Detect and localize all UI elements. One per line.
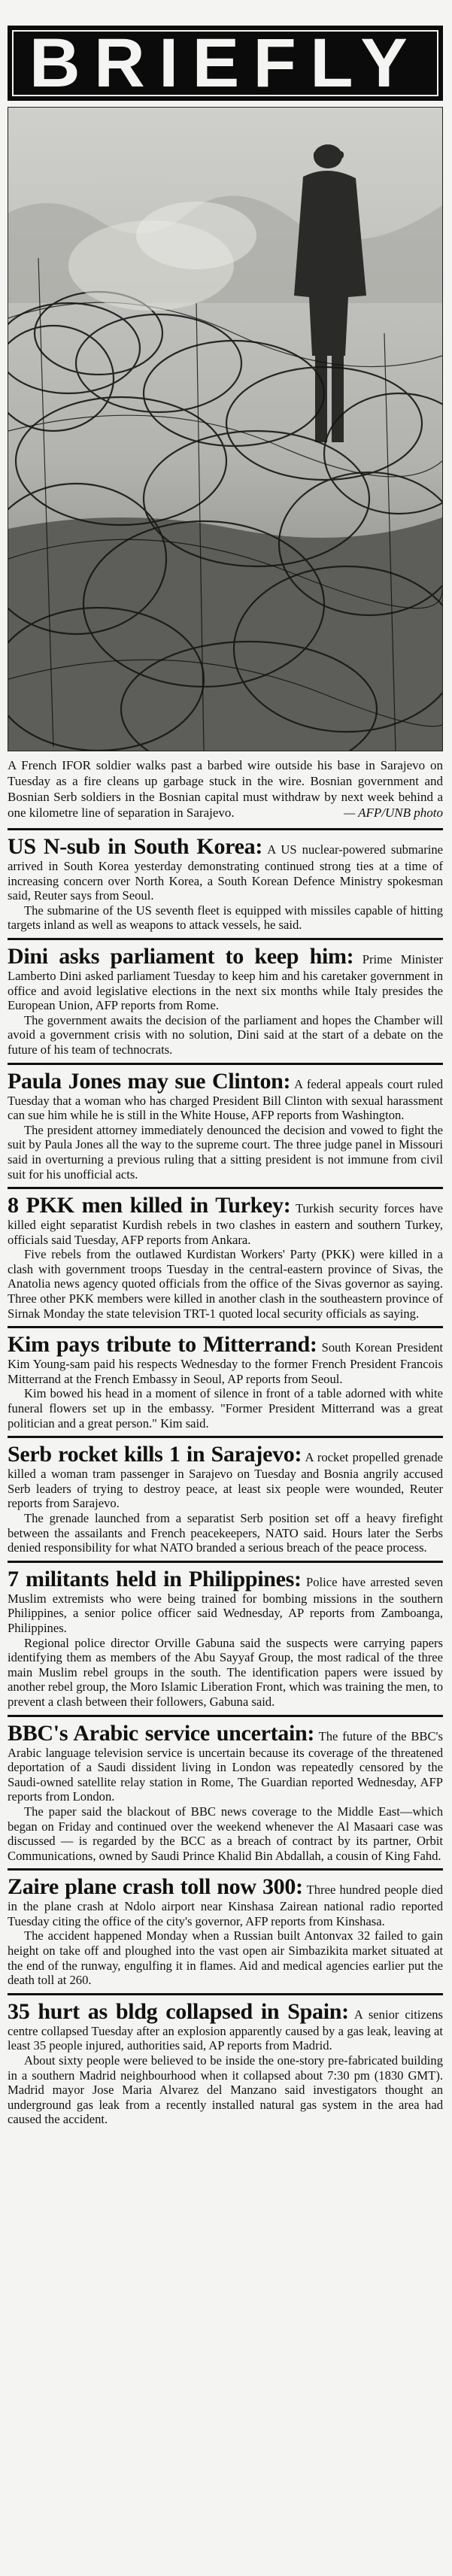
story-lead: Turkish security forces have killed eight separatist Kurdish rebels in two clashes in eastern and southern Turkey, officials said Tuesday, AFP reports from Ankara. bbox=[8, 1201, 443, 1247]
barbed-wire-soldier-image bbox=[8, 108, 442, 751]
story-bbc-arabic bbox=[8, 1717, 443, 1871]
story-lead: The future of the BBC's Arabic language television service is uncertain because its coverage of the threatened deportation of a Saudi dissident living in London was repeatedly censored by the Saudi-owned satellite relay station in Rome, The Guardian reported Wednesday, AFP reports from London. bbox=[8, 1728, 443, 1804]
story-kim-mitterrand bbox=[8, 1328, 443, 1438]
story-serb-rocket bbox=[8, 1438, 443, 1563]
story-paragraph: The grenade launched from a separatist Serb position set off a heavy firefight between the assailants and French peacekeepers, NATO said. Hours later the Serbs denied responsibility for what NATO branded a serious breach of the peace process. bbox=[8, 1511, 443, 1555]
story-headline: 7 militants held in Philippines: bbox=[8, 1566, 302, 1591]
story-dini bbox=[8, 940, 443, 1065]
story-headline: US N-sub in South Korea: bbox=[8, 834, 263, 859]
masthead-title: BRIEFLY bbox=[29, 25, 422, 102]
story-headline: 8 PKK men killed in Turkey: bbox=[8, 1193, 291, 1218]
story-paragraph: The paper said the blackout of BBC news coverage to the Middle East—which began on Friday and continued over the weekend whenever the Al Masaari case was discussed — is regarded by the BCC as a breach of contract by its partner, Orbit Communications, owned by Saudi Prince Khalid Bin Abdallah, a cousin of King Fahd. bbox=[8, 1804, 443, 1863]
story-spain-collapse bbox=[8, 1995, 443, 2132]
story-zaire-crash bbox=[8, 1871, 443, 1995]
photo-caption bbox=[8, 757, 443, 830]
story-lead: Prime Minister Lamberto Dini asked parliament Tuesday to keep him and his caretaker government in office and avoid legislative elections in the next six months while Italy presides the European Union, AFP reports from Rome. bbox=[8, 951, 443, 1013]
story-headline: 35 hurt as bldg collapsed in Spain: bbox=[8, 1998, 349, 2024]
story-paragraph: Five rebels from the outlawed Kurdistan Workers' Party (PKK) were killed in a clash with government troops Tuesday in the central-eastern province of Sivas, the Anatolia news agency quoted officials from the office of the Sivas governor as saying. Three other PKK members were killed in another clash in the southeastern province of Sirnak Monday the state television TRT-1 quoted local security officials as saying. bbox=[8, 1247, 443, 1321]
photo-credit: — AFP/UNB photo bbox=[344, 806, 443, 820]
story-paragraph: Regional police director Orville Gabuna said the suspects were carrying papers identifying them as members of the Abu Sayyaf Group, the most radical of the three main Muslim rebel groups in the south. The identification papers were issued by another rebel group, the Moro Islamic Liberation Front, which was training the men, to prevent a clash between their followers, Gabuna said. bbox=[8, 1635, 443, 1709]
story-paragraph: The president attorney immediately denounced the decision and vowed to fight the suit by Paula Jones all the way to the supreme court. The three judge panel in Missouri said in overturning a previous ruling that a sitting president is not immune from civil suit for his unofficial acts. bbox=[8, 1122, 443, 1182]
story-headline: Kim pays tribute to Mitterrand: bbox=[8, 1332, 317, 1358]
story-paragraph: Kim bowed his head in a moment of silence in front of a table adorned with white funeral flowers set up in the embassy. "Former President Mitterrand was a great politician and a great person." Kim said. bbox=[8, 1386, 443, 1431]
newspaper-page bbox=[0, 26, 452, 2576]
story-headline: Zaire plane crash toll now 300: bbox=[8, 1874, 303, 1900]
story-paragraph: The submarine of the US seventh fleet is equipped with missiles capable of hitting targets inland as well as weapons to attack vessels, he said. bbox=[8, 903, 443, 933]
story-lead: Police have arrested seven Muslim extremists who were being trained for bombing missions in the southern Philippines, a senior police officer said Wednesday, AP reports from Zamboanga, Philippines. bbox=[8, 1574, 443, 1635]
story-paragraph: The accident happened Monday when a Russian built Antonvax 32 failed to gain height on take off and ploughed into the vast open air Simbazikita market situated at the end of the runway, engulfing it in flames. Aid and medical agencies earlier put the death toll at 260. bbox=[8, 1928, 443, 1988]
story-lead: A rocket propelled grenade killed a woman tram passenger in Sarajevo on Tuesday and Bosnia angrily accused Serb leaders of trying to destroy peace, at least six people were wounded, Reuter reports from Sarajevo. bbox=[8, 1450, 443, 1511]
story-paula-jones bbox=[8, 1065, 443, 1190]
masthead bbox=[8, 26, 443, 101]
story-paragraph: The government awaits the decision of the parliament and hopes the Chamber will avoid a government crisis with no solution, Dini said at the start of a debate on the future of his team of technocrats. bbox=[8, 1012, 443, 1057]
story-lead: A US nuclear-powered submarine arrived in South Korea yesterday demonstrating continued strong ties at a time of increasing concern over North Korea, a South Korean Defence Ministry spokesman said, Reuter says from Seoul. bbox=[8, 842, 444, 903]
news-photo bbox=[8, 107, 443, 751]
story-headline: Dini asks parliament to keep him: bbox=[8, 943, 354, 969]
story-us-nsub bbox=[8, 830, 443, 940]
story-lead: Three hundred people died in the plane crash at Ndolo airport near Kinshasa Zairean national radio reported Tuesday citing the office of the city's governor, AFP reports from Kinshasa. bbox=[8, 1883, 443, 1928]
story-headline: BBC's Arabic service uncertain: bbox=[8, 1720, 315, 1746]
photo-caption-text: A French IFOR soldier walks past a barbed wire outside his base in Sarajevo on Tuesday as a fire cleans up garbage stuck in the wire. Bosnian government and Bosnian Serb soldiers in the Bosnian capital must withdraw by next week behind a one kilometre line of separation in Sarajevo. bbox=[8, 758, 443, 820]
story-headline: Serb rocket kills 1 in Sarajevo: bbox=[8, 1442, 302, 1467]
story-lead: A senior citizens centre collapsed Tuesday after an explosion apparently caused by a gas leak, leaving at least 35 people injured, authorities said, AP reports from Madrid. bbox=[8, 2007, 443, 2053]
story-lead: A federal appeals court ruled Tuesday that a woman who has charged President Bill Clinton with sexual harassment can sue him while he is still in the White House, AFP reports from Washington. bbox=[8, 1076, 443, 1123]
story-headline: Paula Jones may sue Clinton: bbox=[8, 1068, 291, 1094]
story-philippines-militants bbox=[8, 1563, 443, 1717]
story-paragraph: About sixty people were believed to be inside the one-story pre-fabricated building in a southern Madrid neighbourhood when it collapsed about 7:30 pm (1830 GMT). Madrid mayor Jose Maria Alvarez del Manzano said investigators thought an underground gas leak from a recently installed natural gas system in the area had caused the accident. bbox=[8, 2053, 443, 2127]
story-lead: South Korean President Kim Young-sam paid his respects Wednesday to the former French President Francois Mitterrand at the French Embassy in Seoul, AP reports from Seoul. bbox=[8, 1340, 443, 1386]
story-pkk-turkey bbox=[8, 1189, 443, 1328]
